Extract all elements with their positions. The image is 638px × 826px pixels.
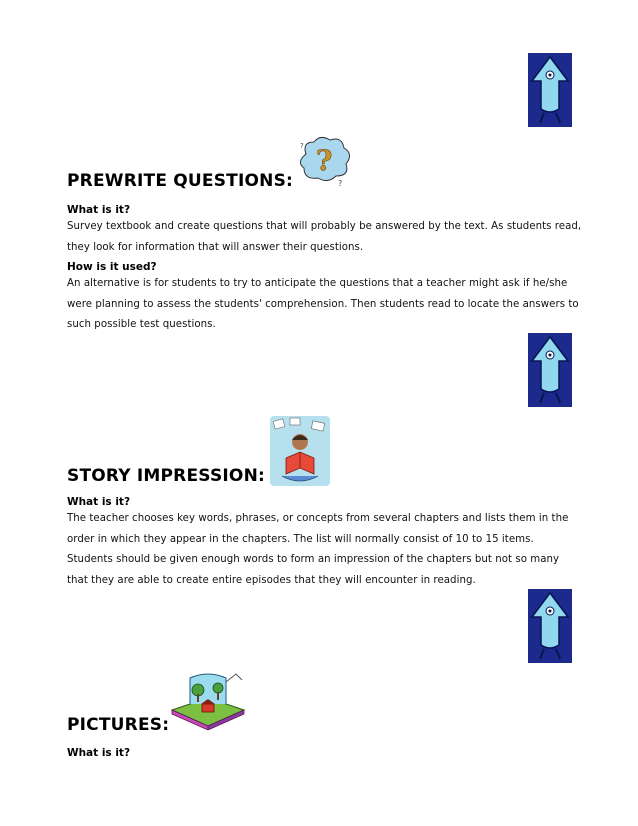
up-arrow-character-icon bbox=[528, 53, 572, 127]
question-mark-cloud-icon bbox=[296, 134, 354, 190]
prewrite-heading: PREWRITE QUESTIONS: bbox=[67, 171, 294, 191]
story-what-label: What is it? bbox=[67, 496, 131, 508]
pictures-heading: PICTURES: bbox=[67, 715, 170, 735]
popup-book-icon bbox=[168, 668, 248, 730]
prewrite-how-text: An alternative is for students to try to anticipate the questions that a teacher might ask if he/she were planning to assess the students' comprehension. Then students read to locate the answers to such possible test questions. bbox=[67, 278, 579, 330]
svg-text:?: ? bbox=[316, 144, 333, 177]
story-heading: STORY IMPRESSION: bbox=[67, 466, 266, 486]
prewrite-what-label: What is it? bbox=[67, 204, 131, 216]
pictures-what-label: What is it? bbox=[67, 747, 131, 759]
up-arrow-character-icon bbox=[528, 333, 572, 407]
svg-text:?: ? bbox=[338, 179, 343, 188]
prewrite-how-label: How is it used? bbox=[67, 261, 157, 273]
story-what-text: The teacher chooses key words, phrases, or concepts from several chapters and lists them in the order in which they appear in the chapters. The list will normally consist of 10 to 15 items. Students should be given enough words to form an impression of the chapters but not so many that they are able to create entire episodes that they will encounter in reading. bbox=[67, 513, 569, 586]
student-reading-book-icon bbox=[268, 414, 332, 488]
svg-text:?: ? bbox=[300, 142, 304, 150]
up-arrow-character-icon bbox=[528, 589, 572, 663]
prewrite-what-text: Survey textbook and create questions that will probably be answered by the text. As students read, they look for information that will answer their questions. bbox=[67, 221, 582, 253]
